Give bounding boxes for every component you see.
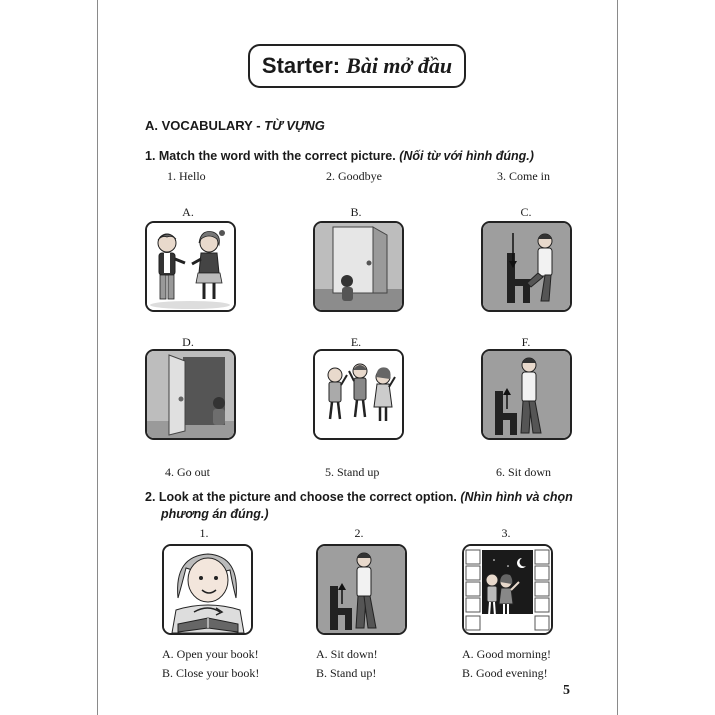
title-sub: Bài mở đầu [346, 53, 453, 78]
left-page-edge [97, 0, 98, 715]
q2-line2-vi: phương án đúng.) [161, 507, 269, 521]
q2-number-1: 1. [199, 526, 209, 540]
letter-f: F. [521, 335, 531, 349]
word-come-in: 3. Come in [497, 169, 550, 183]
q2-number-3: 3. [501, 526, 511, 540]
q1-text-vi: (Nối từ với hình đúng.) [399, 149, 534, 163]
letter-c: C. [520, 205, 532, 219]
picture-e-children[interactable] [313, 349, 404, 440]
q2-1-option-b[interactable]: B. Close your book! [162, 666, 260, 680]
q2-picture-1-book[interactable] [162, 544, 253, 635]
question-2-instruction [145, 490, 573, 504]
page-number: 5 [563, 683, 570, 698]
picture-a-hello[interactable] [145, 221, 236, 312]
question-2-instruction-cont [161, 507, 269, 521]
picture-d-door-open[interactable] [145, 349, 236, 440]
right-page-edge [617, 0, 618, 715]
section-a-label-vi: TỪ VỰNG [264, 118, 325, 133]
letter-d: D. [182, 335, 194, 349]
q2-picture-3-night[interactable] [462, 544, 553, 635]
q2-2-option-a[interactable]: A. Sit down! [316, 647, 378, 661]
q2-3-option-b[interactable]: B. Good evening! [462, 666, 548, 680]
letter-e: E. [350, 335, 362, 349]
q2-line1-vi: (Nhìn hình và chọn [460, 490, 573, 504]
q2-2-option-b[interactable]: B. Stand up! [316, 666, 377, 680]
q1-text: 1. Match the word with the correct picture. [145, 149, 400, 163]
word-go-out: 4. Go out [165, 465, 210, 479]
q2-3-option-a[interactable]: A. Good morning! [462, 647, 551, 661]
section-a-label: A. VOCABULARY - [145, 118, 265, 133]
q2-line1: 2. Look at the picture and choose the correct option. [145, 490, 461, 504]
letter-b: B. [350, 205, 362, 219]
picture-f-stand[interactable] [481, 349, 572, 440]
picture-b-door-child[interactable] [313, 221, 404, 312]
question-1-instruction [145, 149, 534, 163]
q2-number-2: 2. [354, 526, 364, 540]
title-main: Starter: [261, 53, 341, 78]
q2-picture-2-stand[interactable] [316, 544, 407, 635]
picture-c-sit[interactable] [481, 221, 572, 312]
letter-a: A. [182, 205, 194, 219]
word-hello: 1. Hello [167, 169, 206, 183]
word-goodbye: 2. Goodbye [326, 169, 382, 183]
section-a-heading [145, 118, 325, 133]
word-stand-up: 5. Stand up [325, 465, 380, 479]
word-sit-down: 6. Sit down [496, 465, 552, 479]
page-title [248, 44, 466, 88]
q2-1-option-a[interactable]: A. Open your book! [162, 647, 259, 661]
